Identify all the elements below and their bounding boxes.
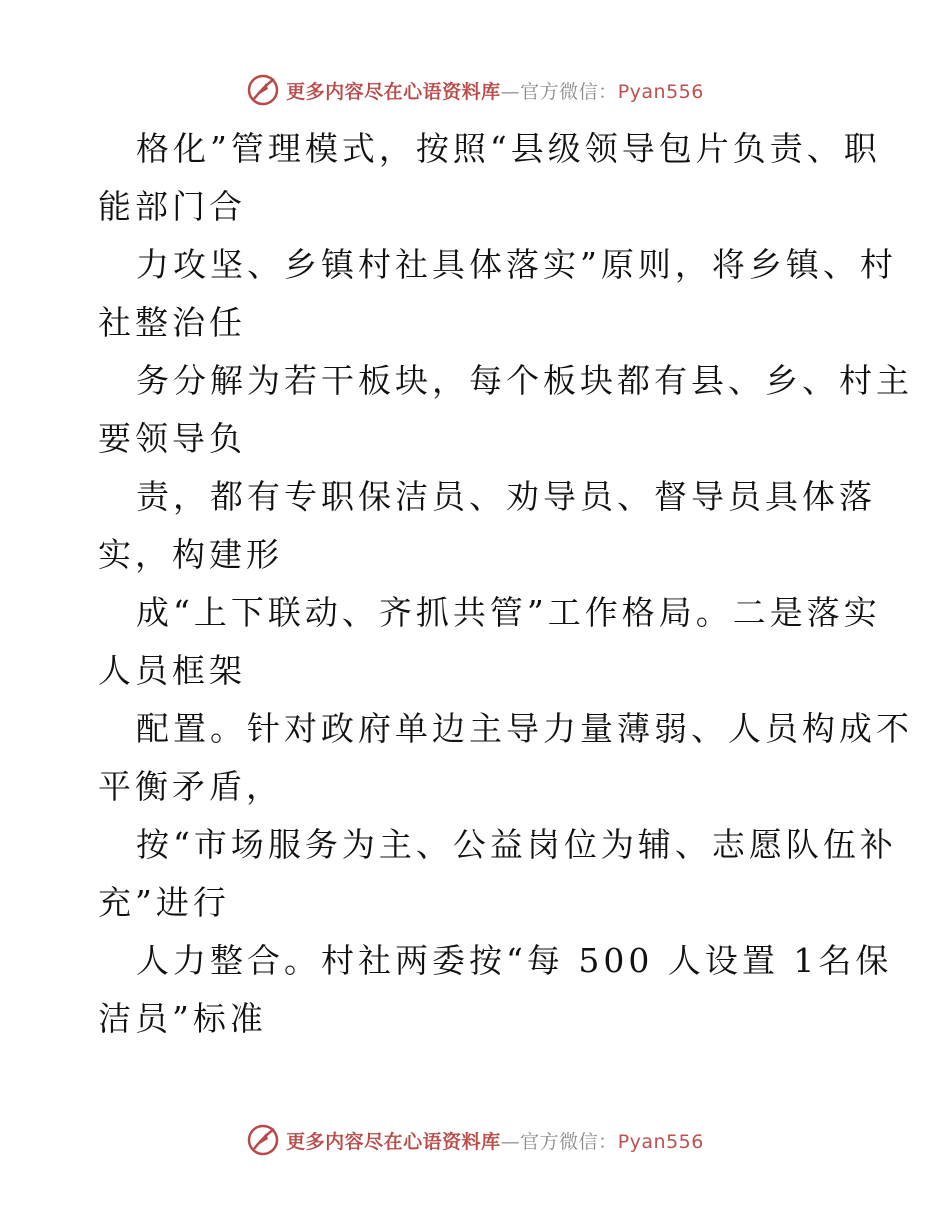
text-line: 人员框架 [98, 651, 246, 690]
text-line: 务分解为若干板块，每个板块都有县、乡、村主 [136, 361, 913, 400]
text-line: 力攻坚、乡镇村社具体落实”原则，将乡镇、村 [136, 245, 897, 284]
text-line: 配置。针对政府单边主导力量薄弱、人员构成不 [136, 709, 913, 748]
watermark-main-text: 更多内容尽在心语资料库 [286, 80, 501, 103]
watermark-separator: — [500, 80, 521, 103]
text-line: 按“市场服务为主、公益岗位为辅、志愿队伍补 [136, 825, 897, 864]
document-body [98, 120, 913, 1048]
watermark-separator: — [500, 1130, 521, 1153]
watermark-label: 官方微信： [520, 1130, 618, 1153]
footer-watermark [0, 1120, 950, 1160]
watermark-wechat-id: Pyan556 [617, 80, 704, 103]
feather-logo-icon [246, 1123, 280, 1157]
text-line: 格化”管理模式，按照“县级领导包片负责、职 [136, 129, 881, 168]
header-watermark [0, 70, 950, 110]
text-line: 充”进行 [98, 883, 230, 922]
text-line: 社整治任 [98, 303, 246, 342]
watermark-wechat-id: Pyan556 [617, 1130, 704, 1153]
watermark-label: 官方微信： [520, 80, 618, 103]
text-line: 责，都有专职保洁员、劝导员、督导员具体落 [136, 477, 876, 516]
text-line: 洁员”标准 [98, 999, 267, 1038]
feather-logo-icon [246, 73, 280, 107]
text-line: 人力整合。村社两委按“每 500 人设置 1名保 [136, 941, 893, 980]
watermark-main-text: 更多内容尽在心语资料库 [286, 1130, 501, 1153]
text-line: 要领导负 [98, 419, 246, 458]
text-line: 平衡矛盾， [98, 767, 283, 806]
text-line: 能部门合 [98, 187, 246, 226]
text-line: 实，构建形 [98, 535, 283, 574]
text-line: 成“上下联动、齐抓共管”工作格局。二是落实 [136, 593, 881, 632]
